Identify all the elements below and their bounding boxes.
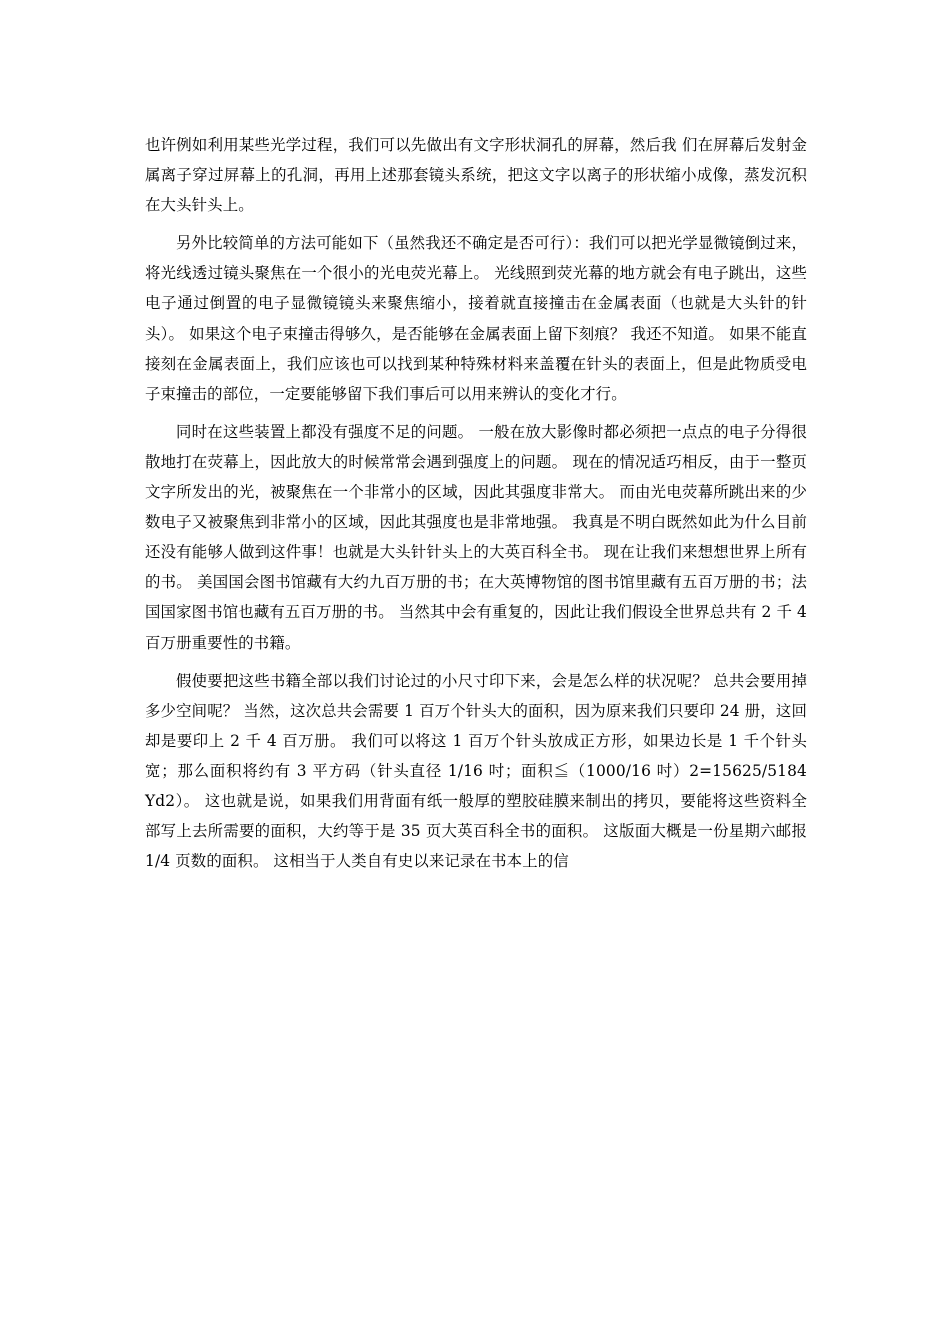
- paragraph-3: 同时在这些装置上都没有强度不足的问题。 一般在放大影像时都必须把一点点的电子分得很散地打在荧幕上，因此放大的时候常常会遇到强度上的问题。 现在的情况适巧相反，由于一整页文字所发出的光，被聚焦在一个非常小的区域，因此其强度非常大。 而由光电荧幕所跳出来的少数电子又被聚焦到非常小的区域，因此其强度也是非常地强。 我真是不明白既然如此为什么目前还没有能够人做到这件事！也就是大头针针头上的大英百科全书。 现在让我们来想想世界上所有的书。 美国国会图书馆藏有大约九百万册的书；在大英博物馆的图书馆里藏有五百万册的书；法国国家图书馆也藏有五百万册的书。 当然其中会有重复的，因此让我们假设全世界总共有 2 千 4 百万册重要性的书籍。: [145, 422, 807, 652]
- paragraph-2: 另外比较简单的方法可能如下（虽然我还不确定是否可行）：我们可以把光学显微镜倒过来，将光线透过镜头聚焦在一个很小的光电荧光幕上。 光线照到荧光幕的地方就会有电子跳出，这些电子通过倒置的电子显微镜镜头来聚焦缩小，接着就直接撞击在金属表面（也就是大头针的针头）。 如果这个电子束撞击得够久，是否能够在金属表面上留下刻痕？ 我还不知道。 如果不能直接刻在金属表面上，我们应该也可以找到某种特殊材料来盖覆在针头的表面上，但是此物质受电子束撞击的部位，一定要能够留下我们事后可以用来辨认的变化才行。: [145, 234, 807, 403]
- paragraph-1: 也许例如利用某些光学过程，我们可以先做出有文字形状洞孔的屏幕，然后我 们在屏幕后发射金属离子穿过屏幕上的孔洞，再用上述那套镜头系统，把这文字以离子的形状缩小成像，蒸发沉积在大头针头上。: [145, 136, 807, 215]
- paragraph-4: 假使要把这些书籍全部以我们讨论过的小尺寸印下来，会是怎么样的状况呢？ 总共会要用掉多少空间呢？ 当然，这次总共会需要 1 百万个针头大的面积，因为原来我们只要印 24 册，这回却是要印上 2 千 4 百万册。 我们可以将这 1 百万个针头放成正方形，如果边长是 1 千个针头宽；那么面积将约有 3 平方码（针头直径 1/16 吋；面积≦（1000/16 吋）2=15625/5184 Yd2）。 这也就是说，如果我们用背面有纸一般厚的塑胶硅膜来制出的拷贝，要能将这些资料全部写上去所需要的面积，大约等于是 35 页大英百科全书的面积。 这版面大概是一份星期六邮报 1/4 页数的面积。 这相当于人类自有史以来记录在书本上的信: [145, 671, 807, 871]
- document-body: [145, 130, 807, 884]
